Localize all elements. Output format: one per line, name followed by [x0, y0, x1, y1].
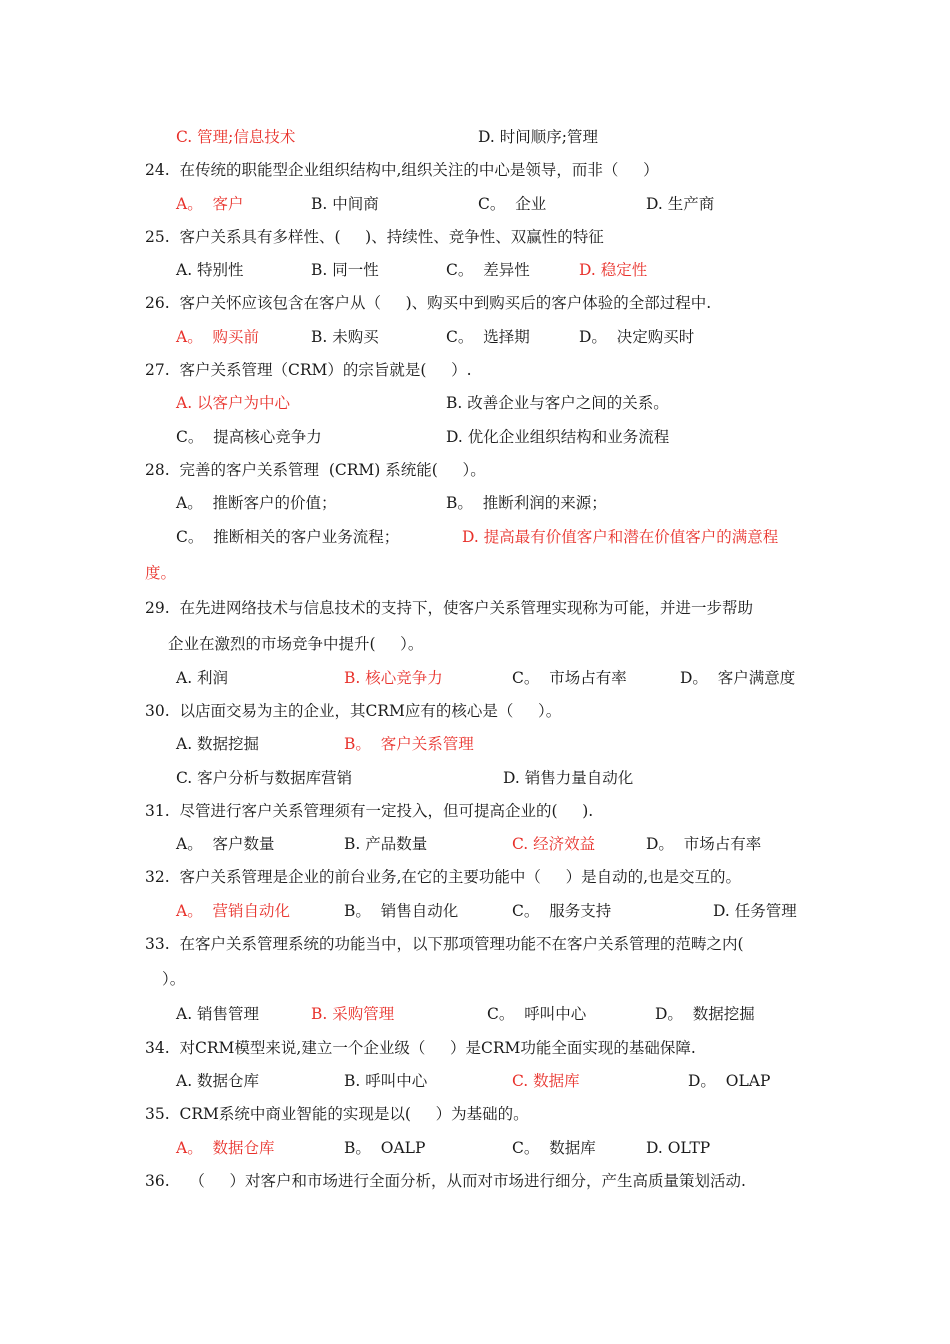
q29-option-c: C。 市场占有率: [512, 669, 627, 687]
q25-option-c: C。 差异性: [446, 261, 530, 279]
q30-option-c: C. 客户分析与数据库营销: [176, 769, 353, 787]
q26-option-d: D。 决定购买时: [579, 328, 695, 346]
q31-option-d: D。 市场占有率: [646, 835, 762, 853]
q24-stem: 24. 在传统的职能型企业组织结构中,组织关注的中心是领导，而非（ ）: [145, 161, 659, 179]
q25-stem: 25. 客户关系具有多样性、( )、持续性、竞争性、双赢性的特征: [145, 228, 604, 246]
q33-option-a: A. 销售管理: [176, 1005, 260, 1023]
q25-option-b: B. 同一性: [311, 261, 379, 279]
q30-option-d: D. 销售力量自动化: [503, 769, 634, 787]
q24-option-a: A。 客户: [176, 195, 244, 213]
q28-option-c: C。 推断相关的客户业务流程；: [176, 528, 400, 546]
q26-option-c: C。 选择期: [446, 328, 530, 346]
q33-option-b: B. 采购管理: [311, 1005, 395, 1023]
q31-stem: 31. 尽管进行客户关系管理须有一定投入，但可提高企业的( ).: [145, 802, 594, 820]
q26-option-b: B. 未购买: [311, 328, 379, 346]
q32-option-a: A。 营销自动化: [176, 902, 291, 920]
q35-stem: 35. CRM系统中商业智能的实现是以( ）为基础的。: [145, 1105, 529, 1123]
q31-option-c: C. 经济效益: [512, 835, 596, 853]
q28-option-b: B。 推断利润的来源；: [446, 494, 607, 512]
q32-option-d: D. 任务管理: [713, 902, 797, 920]
q34-option-a: A. 数据仓库: [176, 1072, 260, 1090]
q28-option-d-continuation: 度。: [145, 564, 177, 582]
q24-option-c: C。 企业: [478, 195, 547, 213]
q32-option-c: C。 服务支持: [512, 902, 612, 920]
q33-option-d: D。 数据挖掘: [655, 1005, 755, 1023]
q28-option-a: A。 推断客户的价值；: [176, 494, 337, 512]
q34-stem: 34. 对CRM模型来说,建立一个企业级（ ）是CRM功能全面实现的基础保障.: [145, 1039, 696, 1057]
q26-option-a: A。 购买前: [176, 328, 260, 346]
q29-option-d: D。 客户满意度: [680, 669, 796, 687]
q35-option-a: A。 数据仓库: [176, 1139, 275, 1157]
q33-stem: 33. 在客户关系管理系统的功能当中，以下那项管理功能不在客户关系管理的范畴之内(: [145, 935, 744, 953]
q29-stem-continuation: 企业在激烈的市场竞争中提升( ）。: [168, 635, 424, 653]
q28-stem: 28. 完善的客户关系管理 (CRM) 系统能( ）。: [145, 461, 486, 479]
q30-option-a: A. 数据挖掘: [176, 735, 260, 753]
q27-option-d: D. 优化企业组织结构和业务流程: [446, 428, 670, 446]
q24-option-d: D. 生产商: [646, 195, 715, 213]
q29-option-a: A. 利润: [176, 669, 229, 687]
q31-option-b: B. 产品数量: [344, 835, 428, 853]
q36-stem: 36. （ ）对客户和市场进行全面分析，从而对市场进行细分，产生高质量策划活动.: [145, 1172, 746, 1190]
q23-option-d: D. 时间顺序;管理: [478, 128, 598, 146]
q27-option-b: B. 改善企业与客户之间的关系。: [446, 394, 669, 412]
q29-option-b: B. 核心竞争力: [344, 669, 443, 687]
q25-option-d: D. 稳定性: [579, 261, 648, 279]
q23-option-c: C. 管理;信息技术: [176, 128, 296, 146]
q32-option-b: B。 销售自动化: [344, 902, 459, 920]
q27-option-c: C。 提高核心竞争力: [176, 428, 322, 446]
q26-stem: 26. 客户关怀应该包含在客户从（ )、购买中到购买后的客户体验的全部过程中.: [145, 294, 712, 312]
q35-option-d: D. OLTP: [646, 1139, 711, 1157]
q28-option-d: D. 提高最有价值客户和潜在价值客户的满意程: [462, 528, 779, 546]
q30-option-b: B。 客户关系管理: [344, 735, 474, 753]
q33-option-c: C。 呼叫中心: [487, 1005, 587, 1023]
q35-option-b: B。 OALP: [344, 1139, 426, 1157]
q30-stem: 30. 以店面交易为主的企业，其CRM应有的核心是（ ）。: [145, 702, 562, 720]
q27-stem: 27. 客户关系管理（CRM）的宗旨就是( ）.: [145, 361, 472, 379]
q33-stem-continuation: ）。: [162, 970, 186, 988]
q34-option-d: D。 OLAP: [688, 1072, 771, 1090]
q32-stem: 32. 客户关系管理是企业的前台业务,在它的主要功能中（ ）是自动的,也是交互的。: [145, 868, 741, 886]
q29-stem: 29. 在先进网络技术与信息技术的支持下，使客户关系管理实现称为可能，并进一步帮助: [145, 599, 754, 617]
q34-option-c: C. 数据库: [512, 1072, 580, 1090]
q25-option-a: A. 特别性: [176, 261, 244, 279]
q27-option-a: A. 以客户为中心: [176, 394, 291, 412]
q34-option-b: B. 呼叫中心: [344, 1072, 428, 1090]
q31-option-a: A。 客户数量: [176, 835, 275, 853]
q35-option-c: C。 数据库: [512, 1139, 596, 1157]
q24-option-b: B. 中间商: [311, 195, 379, 213]
